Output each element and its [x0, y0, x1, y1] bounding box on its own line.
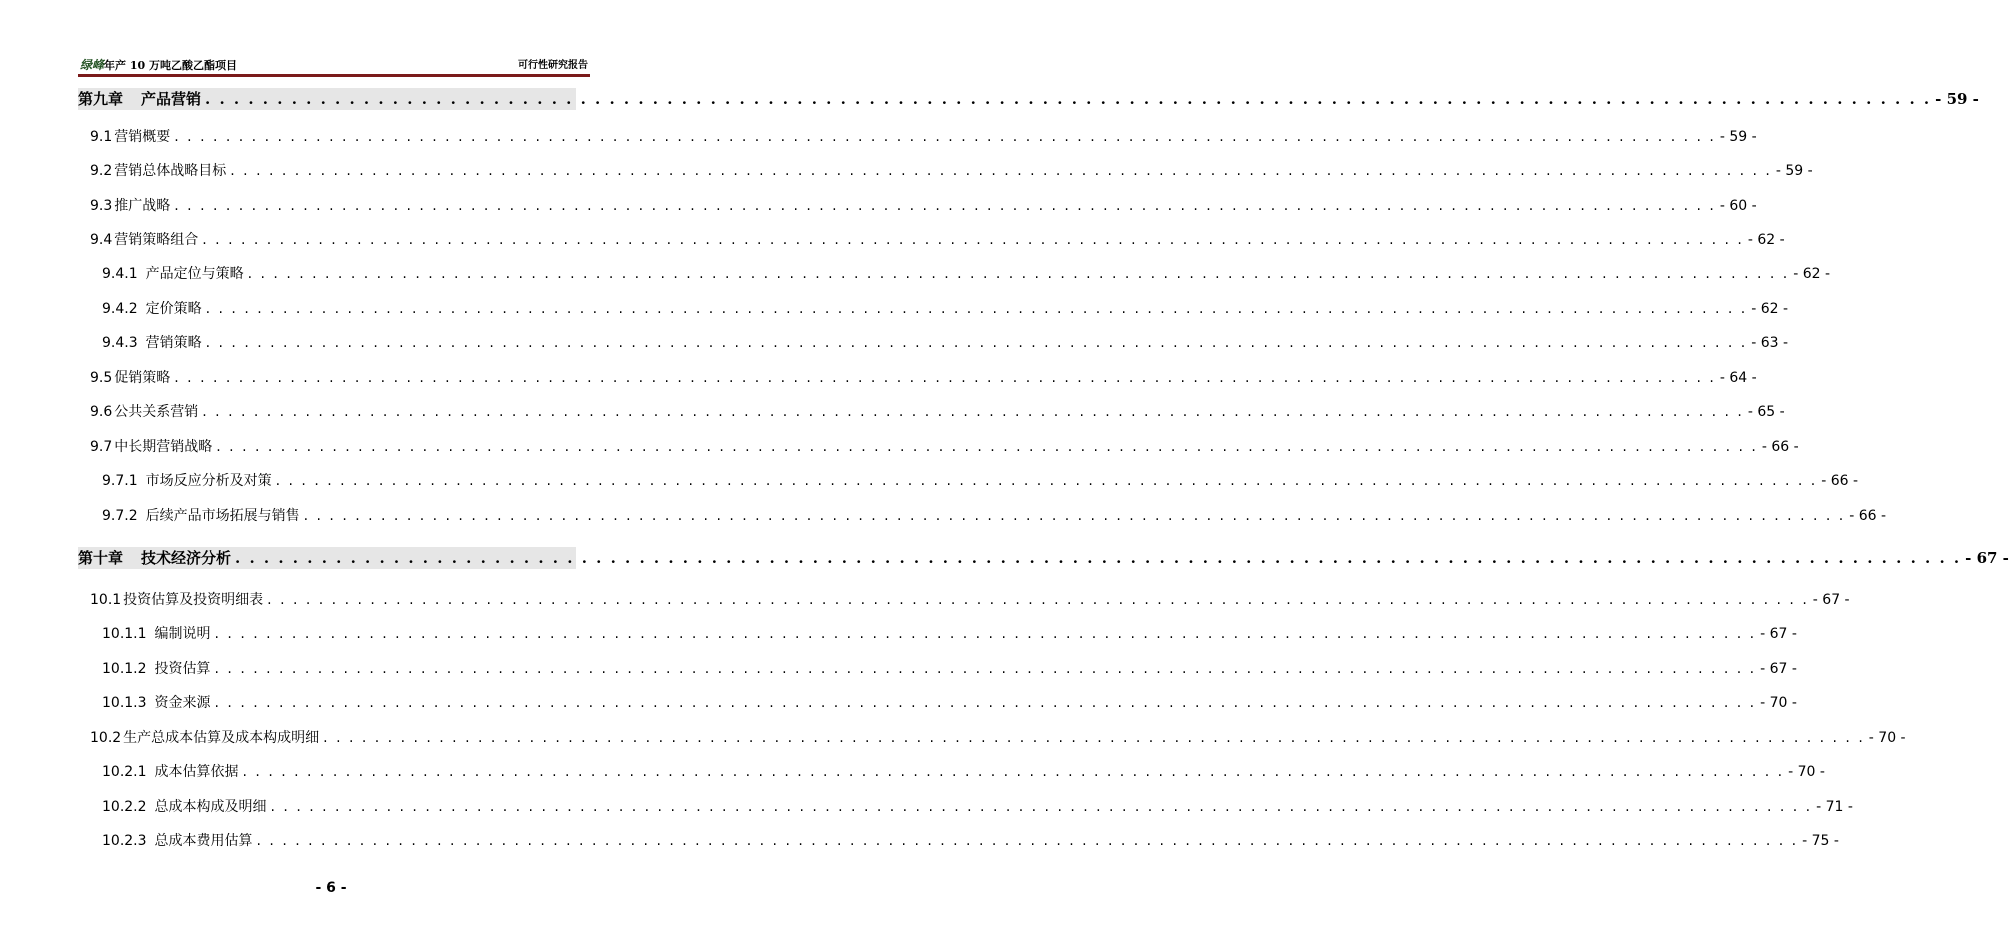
- toc-entry-number: 9.4.2: [102, 301, 138, 317]
- toc-entry-title: 技术经济分析: [141, 549, 232, 567]
- toc-entry-title: 推广战略: [114, 198, 171, 214]
- toc-entry-page: - 75 -: [1802, 833, 1839, 849]
- toc-entry-number: 9.3: [90, 198, 113, 214]
- toc-entry-page: - 66 -: [1821, 473, 1859, 489]
- toc-entry-page: - 60 -: [1719, 198, 1757, 214]
- toc-entry-title: 营销策略: [145, 335, 202, 351]
- toc-entry-page: - 62 -: [1747, 232, 1785, 248]
- toc-entry-title: 营销概要: [114, 129, 171, 145]
- toc-entry-title: 成本估算依据: [154, 764, 239, 780]
- toc-entry[interactable]: [102, 298, 1789, 320]
- toc-entry-page: - 66 -: [1761, 439, 1799, 455]
- toc-entry-title: 产品营销: [141, 90, 202, 108]
- toc-entry[interactable]: [90, 229, 1785, 251]
- toc-entry[interactable]: [102, 796, 1853, 818]
- toc-leader-dots: . . . . . . . . . . . . . . . . . . . . . . . . . . . . . . . . . . . . . . . . . . . . . . . . . . . . . . . . . . . . . . . . . . . . . . . . . . . . . . . . . . . . . . . . . . . . . . . . . . . . . . . . . . . . . . . . . . . . . . . .: [214, 661, 1757, 677]
- toc-leader-dots: . . . . . . . . . . . . . . . . . . . . . . . . . . . . . . . . . . . . . . . . . . . . . . . . . . . . . . . . . . . . . . . . . . . . . . . . . . . . . . . . . . . . . . . . . . . . . . . . . . . . . . . . . . . . . . . . . . . . . . . .: [214, 695, 1757, 711]
- toc-entry-number: 9.7.1: [102, 473, 138, 489]
- toc-leader-dots: . . . . . . . . . . . . . . . . . . . . . . . . . . . . . . . . . . . . . . . . . . . . . . . . . . . . . . . . . . . . . . . . . . . . . . . . . . . . . . . . . . . . . . . . . . . . . . . . . . . . . . . . . . . . . . . . . . . . . . . .: [214, 626, 1757, 642]
- toc-entry-number: 10.2.2: [102, 799, 147, 815]
- toc-entry-number: 10.2.1: [102, 764, 147, 780]
- toc-leader-dots: . . . . . . . . . . . . . . . . . . . . . . . . . . . . . . . . . . . . . . . . . . . . . . . . . . . . . . . . . . . . . . . . . . . . . . . . . . . . . . . . . . . . . . . . . . . . . . . . . . . . . . . . . . . . . . . . . . . . . . . .: [235, 549, 1962, 567]
- toc-entry[interactable]: [90, 126, 1757, 148]
- toc-entry-page: - 59 -: [1935, 90, 1979, 108]
- toc-leader-dots: . . . . . . . . . . . . . . . . . . . . . . . . . . . . . . . . . . . . . . . . . . . . . . . . . . . . . . . . . . . . . . . . . . . . . . . . . . . . . . . . . . . . . . . . . . . . . . . . . . . . . . . . . . . . . . . . . . . . . . . .: [242, 764, 1785, 780]
- toc-entry-page: - 67 -: [1812, 592, 1850, 608]
- toc-leader-dots: . . . . . . . . . . . . . . . . . . . . . . . . . . . . . . . . . . . . . . . . . . . . . . . . . . . . . . . . . . . . . . . . . . . . . . . . . . . . . . . . . . . . . . . . . . . . . . . . . . . . . . . . . . . . . . . . . . . . . . . .: [275, 473, 1818, 489]
- toc-entry[interactable]: [90, 436, 1799, 458]
- toc-entry-title: 总成本费用估算: [154, 833, 253, 849]
- toc-entry-number: 9.4.1: [102, 266, 138, 282]
- toc-leader-dots: . . . . . . . . . . . . . . . . . . . . . . . . . . . . . . . . . . . . . . . . . . . . . . . . . . . . . . . . . . . . . . . . . . . . . . . . . . . . . . . . . . . . . . . . . . . . . . . . . . . . . . . . . . . . . . . . . . . . . . . .: [256, 833, 1799, 849]
- toc-entry-page: - 65 -: [1747, 404, 1785, 420]
- toc-entry[interactable]: [90, 589, 1850, 611]
- toc-entry[interactable]: [102, 692, 1797, 714]
- toc-leader-dots: . . . . . . . . . . . . . . . . . . . . . . . . . . . . . . . . . . . . . . . . . . . . . . . . . . . . . . . . . . . . . . . . . . . . . . . . . . . . . . . . . . . . . . . . . . . . . . . . . . . . . . . . . . . . . . . . . . . . . . . .: [230, 163, 1772, 179]
- toc-leader-dots: . . . . . . . . . . . . . . . . . . . . . . . . . . . . . . . . . . . . . . . . . . . . . . . . . . . . . . . . . . . . . . . . . . . . . . . . . . . . . . . . . . . . . . . . . . . . . . . . . . . . . . . . . . . . . . . . . . . . . . . .: [205, 90, 1932, 108]
- toc-entry-page: - 59 -: [1775, 163, 1813, 179]
- toc-entry[interactable]: [102, 830, 1839, 852]
- toc-entry-number: 10.1.1: [102, 626, 147, 642]
- toc-chapter-entry[interactable]: [78, 88, 1979, 110]
- toc-entry-number: 10.1: [90, 592, 122, 608]
- toc-entry-number: 9.7.2: [102, 508, 138, 524]
- brand-name: 绿峰: [80, 58, 105, 72]
- toc-entry-page: - 71 -: [1816, 799, 1853, 815]
- toc-leader-dots: . . . . . . . . . . . . . . . . . . . . . . . . . . . . . . . . . . . . . . . . . . . . . . . . . . . . . . . . . . . . . . . . . . . . . . . . . . . . . . . . . . . . . . . . . . . . . . . . . . . . . . . . . . . . . . . . . . . . . . . .: [174, 198, 1716, 214]
- toc-leader-dots: . . . . . . . . . . . . . . . . . . . . . . . . . . . . . . . . . . . . . . . . . . . . . . . . . . . . . . . . . . . . . . . . . . . . . . . . . . . . . . . . . . . . . . . . . . . . . . . . . . . . . . . . . . . . . . . . . . . . . . . .: [174, 370, 1716, 386]
- toc-entry-page: - 59 -: [1719, 129, 1757, 145]
- toc-entry-page: - 66 -: [1849, 508, 1887, 524]
- toc-entry-number: 9.4: [90, 232, 113, 248]
- toc-entry-number: 10.2: [90, 730, 122, 746]
- toc-entry-page: - 67 -: [1760, 661, 1797, 677]
- toc-entry-number: 9.4.3: [102, 335, 138, 351]
- toc-entry[interactable]: [90, 195, 1757, 217]
- toc-entry[interactable]: [102, 470, 1859, 492]
- toc-entry-page: - 62 -: [1793, 266, 1831, 282]
- toc-entry-number: 10.1.2: [102, 661, 147, 677]
- toc-entry-page: - 63 -: [1751, 335, 1789, 351]
- toc-entry-number: 9.1: [90, 129, 113, 145]
- toc-entry-number: 9.5: [90, 370, 113, 386]
- toc-entry-title: 生产总成本估算及成本构成明细: [123, 730, 320, 746]
- report-type: 可行性研究报告: [518, 60, 588, 71]
- toc-leader-dots: . . . . . . . . . . . . . . . . . . . . . . . . . . . . . . . . . . . . . . . . . . . . . . . . . . . . . . . . . . . . . . . . . . . . . . . . . . . . . . . . . . . . . . . . . . . . . . . . . . . . . . . . . . . . . . . . . . . . . . . .: [202, 232, 1744, 248]
- toc-leader-dots: . . . . . . . . . . . . . . . . . . . . . . . . . . . . . . . . . . . . . . . . . . . . . . . . . . . . . . . . . . . . . . . . . . . . . . . . . . . . . . . . . . . . . . . . . . . . . . . . . . . . . . . . . . . . . . . . . . . . . . . .: [303, 508, 1846, 524]
- toc-entry-title: 公共关系营销: [114, 404, 199, 420]
- toc-entry-page: - 67 -: [1965, 549, 2009, 567]
- toc-leader-dots: . . . . . . . . . . . . . . . . . . . . . . . . . . . . . . . . . . . . . . . . . . . . . . . . . . . . . . . . . . . . . . . . . . . . . . . . . . . . . . . . . . . . . . . . . . . . . . . . . . . . . . . . . . . . . . . . . . . . . . . .: [202, 404, 1744, 420]
- toc-entry-title: 投资估算: [154, 661, 211, 677]
- toc-entry[interactable]: [102, 332, 1789, 354]
- toc-entry[interactable]: [102, 505, 1887, 527]
- toc-entry[interactable]: [102, 761, 1825, 783]
- toc-entry[interactable]: [90, 727, 1906, 749]
- toc-entry-page: - 70 -: [1760, 695, 1797, 711]
- toc-entry-title: 投资估算及投资明细表: [123, 592, 264, 608]
- toc-entry-number: 9.6: [90, 404, 113, 420]
- toc-entry-number: 10.1.3: [102, 695, 147, 711]
- toc-leader-dots: . . . . . . . . . . . . . . . . . . . . . . . . . . . . . . . . . . . . . . . . . . . . . . . . . . . . . . . . . . . . . . . . . . . . . . . . . . . . . . . . . . . . . . . . . . . . . . . . . . . . . . . . . . . . . . . . . . . . . . . .: [247, 266, 1790, 282]
- toc-leader-dots: . . . . . . . . . . . . . . . . . . . . . . . . . . . . . . . . . . . . . . . . . . . . . . . . . . . . . . . . . . . . . . . . . . . . . . . . . . . . . . . . . . . . . . . . . . . . . . . . . . . . . . . . . . . . . . . . . . . . . . . .: [205, 301, 1748, 317]
- toc-leader-dots: . . . . . . . . . . . . . . . . . . . . . . . . . . . . . . . . . . . . . . . . . . . . . . . . . . . . . . . . . . . . . . . . . . . . . . . . . . . . . . . . . . . . . . . . . . . . . . . . . . . . . . . . . . . . . . . . . . . . . . . .: [270, 799, 1813, 815]
- toc-entry-page: - 64 -: [1719, 370, 1757, 386]
- toc-entry[interactable]: [90, 160, 1813, 182]
- toc-entry[interactable]: [90, 401, 1785, 423]
- toc-entry-title: 市场反应分析及对策: [145, 473, 272, 489]
- toc-entry-number: 第九章: [78, 90, 124, 108]
- toc-leader-dots: . . . . . . . . . . . . . . . . . . . . . . . . . . . . . . . . . . . . . . . . . . . . . . . . . . . . . . . . . . . . . . . . . . . . . . . . . . . . . . . . . . . . . . . . . . . . . . . . . . . . . . . . . . . . . . . . . . . . . . . .: [205, 335, 1748, 351]
- toc-entry[interactable]: [102, 263, 1831, 285]
- toc-entry-number: 9.2: [90, 163, 113, 179]
- toc-entry-title: 中长期营销战略: [114, 439, 213, 455]
- toc-entry-number: 第十章: [78, 549, 124, 567]
- toc-entry-number: 10.2.3: [102, 833, 147, 849]
- toc-entry-title: 定价策略: [145, 301, 202, 317]
- toc-entry-page: - 70 -: [1788, 764, 1825, 780]
- toc-leader-dots: . . . . . . . . . . . . . . . . . . . . . . . . . . . . . . . . . . . . . . . . . . . . . . . . . . . . . . . . . . . . . . . . . . . . . . . . . . . . . . . . . . . . . . . . . . . . . . . . . . . . . . . . . . . . . . . . . . . . . . . .: [323, 730, 1865, 746]
- toc-entry-title: 营销策略组合: [114, 232, 199, 248]
- toc-entry-title: 编制说明: [154, 626, 211, 642]
- toc-leader-dots: . . . . . . . . . . . . . . . . . . . . . . . . . . . . . . . . . . . . . . . . . . . . . . . . . . . . . . . . . . . . . . . . . . . . . . . . . . . . . . . . . . . . . . . . . . . . . . . . . . . . . . . . . . . . . . . . . . . . . . . .: [216, 439, 1758, 455]
- toc-entry-number: 9.7: [90, 439, 113, 455]
- toc-entry[interactable]: [102, 623, 1797, 645]
- toc-entry-page: - 62 -: [1751, 301, 1789, 317]
- toc-entry-title: 营销总体战略目标: [114, 163, 227, 179]
- page-number: - 6 -: [315, 880, 347, 896]
- toc-entry-title: 促销策略: [114, 370, 171, 386]
- toc-entry-title: 总成本构成及明细: [154, 799, 267, 815]
- toc-entry[interactable]: [90, 367, 1757, 389]
- toc-entry-title: 资金来源: [154, 695, 211, 711]
- toc-entry-title: 产品定位与策略: [145, 266, 244, 282]
- toc-leader-dots: . . . . . . . . . . . . . . . . . . . . . . . . . . . . . . . . . . . . . . . . . . . . . . . . . . . . . . . . . . . . . . . . . . . . . . . . . . . . . . . . . . . . . . . . . . . . . . . . . . . . . . . . . . . . . . . . . . . . . . . .: [174, 129, 1716, 145]
- toc-chapter-entry[interactable]: [78, 547, 2009, 569]
- toc-leader-dots: . . . . . . . . . . . . . . . . . . . . . . . . . . . . . . . . . . . . . . . . . . . . . . . . . . . . . . . . . . . . . . . . . . . . . . . . . . . . . . . . . . . . . . . . . . . . . . . . . . . . . . . . . . . . . . . . . . . . . . . .: [267, 592, 1809, 608]
- project-name: 年产 10 万吨乙酸乙酯项目: [104, 59, 237, 72]
- toc-entry-page: - 70 -: [1868, 730, 1906, 746]
- toc-entry-title: 后续产品市场拓展与销售: [145, 508, 300, 524]
- toc-entry-page: - 67 -: [1760, 626, 1797, 642]
- toc-entry[interactable]: [102, 658, 1797, 680]
